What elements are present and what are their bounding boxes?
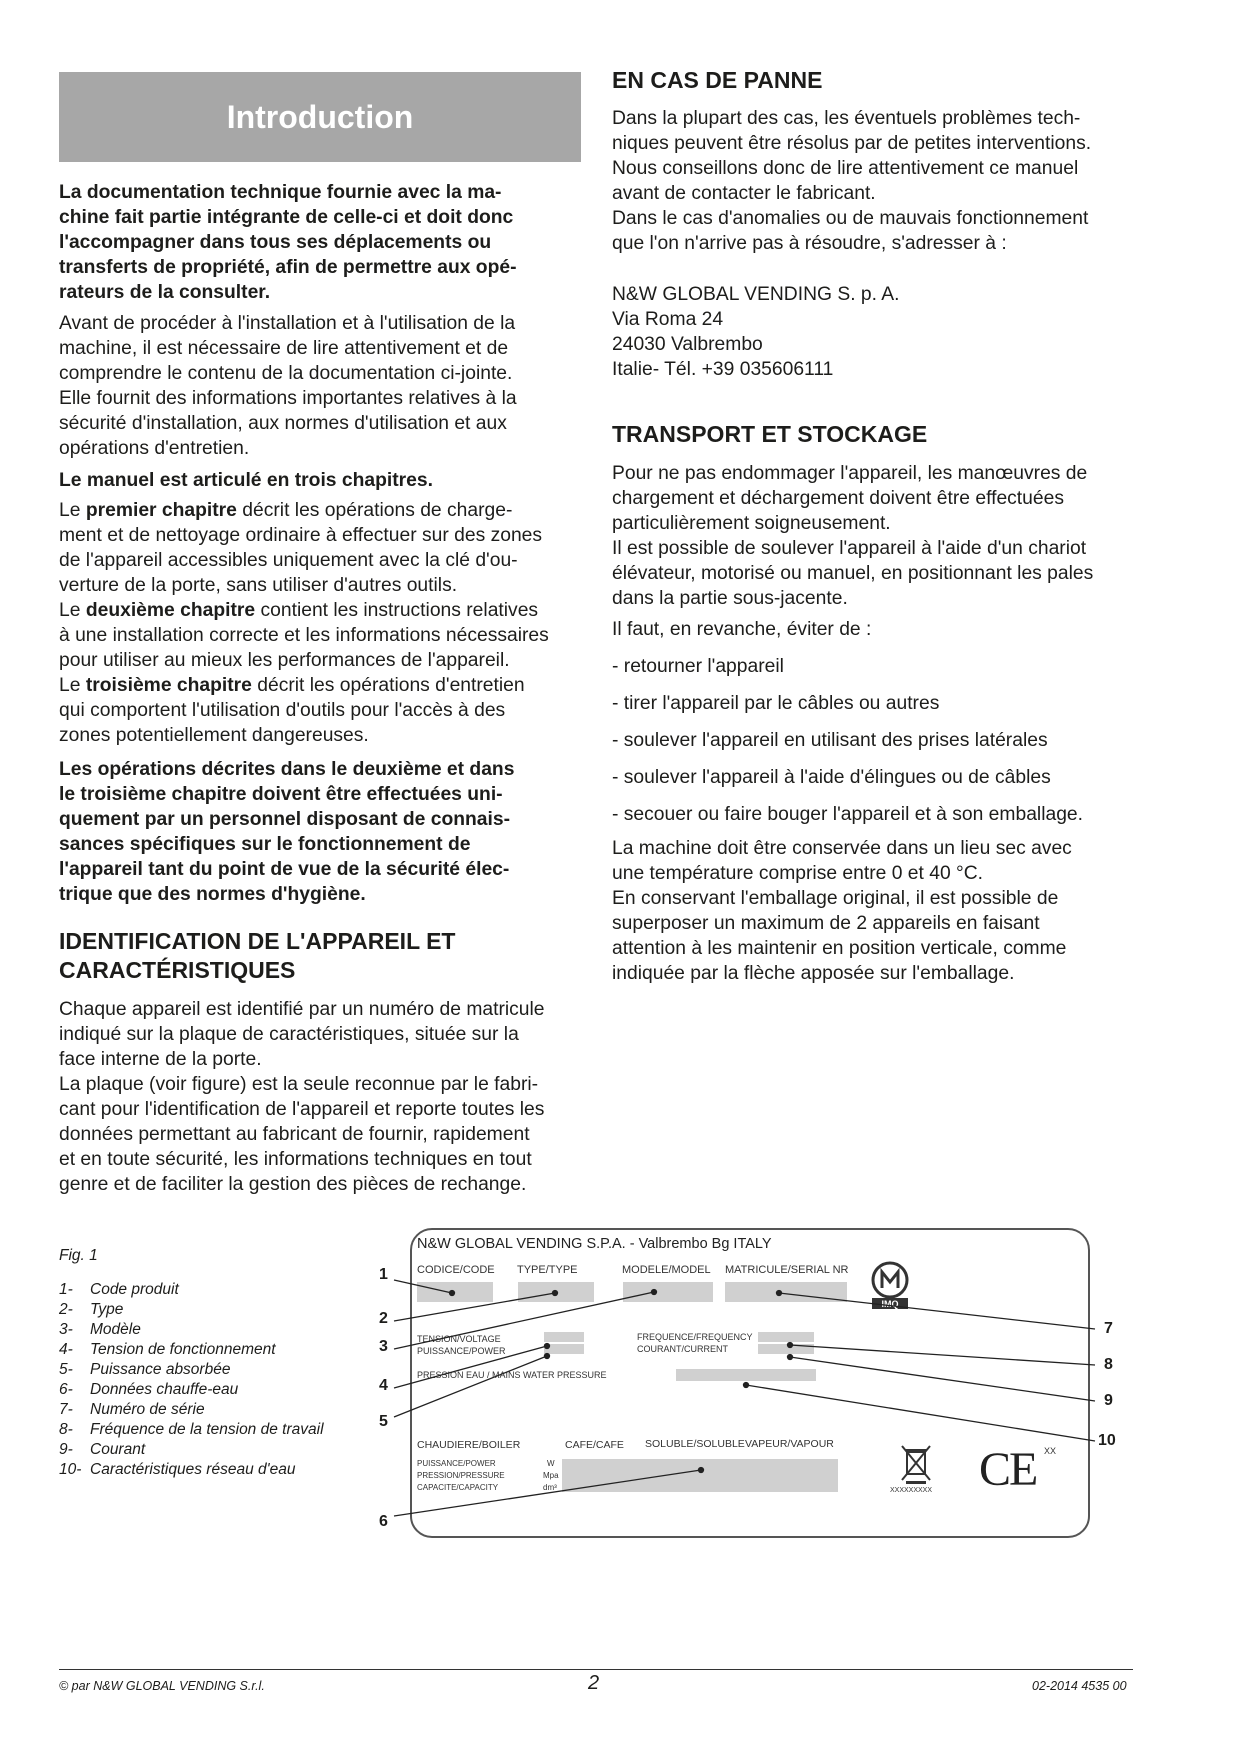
transport-paragraph-1: Pour ne pas endommager l'appareil, les manœuvres de chargement et déchargement doivent être effectuées particulièrement soigneusement. Il est possible de soulever l'appareil à l'aide d'un chariot élévateur, motorisé ou manuel, en positionnant les pales dans la partie sous-jacente.: [612, 463, 1094, 609]
plate-label-type: TYPE/TYPE: [517, 1264, 578, 1276]
plate-label-current: COURANT/CURRENT: [637, 1344, 728, 1354]
footer-divider: [59, 1669, 1133, 1670]
plate-label-model: MODELE/MODEL: [622, 1264, 711, 1276]
callout-5: 5: [379, 1413, 388, 1430]
weee-code: XXXXXXXXX: [890, 1487, 933, 1494]
plate-label-power: PUISSANCE/POWER: [417, 1346, 506, 1356]
list-item: - soulever l'appareil à l'aide d'élingues ou de câbles: [612, 767, 1051, 788]
figure-legend-item: 6- Données chauffe-eau: [59, 1381, 239, 1398]
figure-caption: Fig. 1: [59, 1247, 98, 1264]
intro-paragraph-1: La documentation technique fournie avec la ma- chine fait partie intégrante de celle-ci et doit donc l'accompagner dans tous ses déplacements ou transferts de propriété, afin de permettre aux opé- rateurs de la consulter.: [59, 182, 517, 303]
plate-label-vapour: VAPEUR/VAPOUR: [745, 1438, 834, 1450]
plate-label-soluble: SOLUBLE/SOLUBLE: [645, 1438, 745, 1450]
transport-paragraph-3: La machine doit être conservée dans un lieu sec avec une température comprise entre 0 et 40 °C. En conservant l'emballage original, il est possible de superposer un maximum de 2 appareils en faisant attention à les maintenir en position verticale, comme indiquée par la flèche apposée sur l'emballage.: [612, 838, 1072, 984]
ce-year: XX: [1044, 1446, 1057, 1456]
callout-10: 10: [1098, 1432, 1116, 1449]
plate-label-serial: MATRICULE/SERIAL NR: [725, 1264, 849, 1276]
identification-paragraph: Chaque appareil est identifié par un numéro de matricule indiqué sur la plaque de caractéristiques, située sur la face interne de la porte. La plaque (voir figure) est la seule reconnue par le fabri- cant pour l'identification de l'appareil et reporte toutes les données permettant au fabricant de fournir, rapidement et en toute sécurité, les informations techniques en tout genre et de faciliter la gestion des pièces de rechange.: [59, 999, 545, 1195]
figure-legend-item: 5- Puissance absorbée: [59, 1361, 231, 1378]
section-title-identification: IDENTIFICATION DE L'APPAREIL ET CARACTÉRISTIQUES: [59, 928, 456, 983]
callout-3: 3: [379, 1338, 388, 1355]
figure-legend-item: 10- Caractéristiques réseau d'eau: [59, 1461, 296, 1478]
list-item: - tirer l'appareil par le câbles ou autres: [612, 693, 940, 714]
svg-text:IMQ: IMQ: [881, 1299, 899, 1309]
list-item: - secouer ou faire bouger l'appareil et à son emballage.: [612, 804, 1084, 825]
intro-paragraph-3: Le manuel est articulé en trois chapitres.: [59, 470, 433, 491]
figure-legend-item: 4- Tension de fonctionnement: [59, 1341, 276, 1358]
plate-label-boiler-pressure: PRESSION/PRESSURE: [417, 1471, 505, 1480]
ce-mark: CE: [979, 1443, 1037, 1496]
section-title-panne: EN CAS DE PANNE: [612, 67, 823, 93]
list-item: - retourner l'appareil: [612, 656, 784, 677]
intro-paragraph-2: Avant de procéder à l'installation et à l'utilisation de la machine, il est nécessaire de lire attentivement et de comprendre le contenu de la documentation ci-jointe. Elle fournit des informations importantes relatives à la sécurité d'installation, aux normes d'utilisation et aux opérations d'entretien.: [59, 313, 517, 459]
callout-4: 4: [379, 1377, 388, 1394]
plate-label-boiler-power: PUISSANCE/POWER: [417, 1459, 496, 1468]
plate-label-boiler: CHAUDIERE/BOILER: [417, 1439, 521, 1451]
transport-paragraph-2: Il faut, en revanche, éviter de :: [612, 619, 872, 640]
plate-unit-dm: dm³: [543, 1483, 557, 1492]
plate-label-pressure: PRESSION EAU / MAINS WATER PRESSURE: [417, 1370, 607, 1380]
figure-legend-item: 3- Modèle: [59, 1321, 141, 1338]
page-number: 2: [588, 1672, 600, 1694]
figure-legend-item: 2- Type: [59, 1301, 124, 1318]
plate-label-tension: TENSION/VOLTAGE: [417, 1334, 501, 1344]
callout-2: 2: [379, 1310, 388, 1327]
plate-label-boiler-capacity: CAPACITE/CAPACITY: [417, 1483, 499, 1492]
callout-8: 8: [1104, 1356, 1113, 1373]
figure-legend-item: 1- Code produit: [59, 1281, 179, 1298]
plate-label-frequency: FREQUENCE/FREQUENCY: [637, 1332, 753, 1342]
plate-unit-w: W: [547, 1459, 555, 1468]
list-item: - soulever l'appareil en utilisant des prises latérales: [612, 730, 1048, 751]
section-title-introduction: Introduction: [59, 72, 581, 162]
callout-9: 9: [1104, 1392, 1113, 1409]
plate-unit-mpa: Mpa: [543, 1471, 559, 1480]
figure-legend-item: 7- Numéro de série: [59, 1401, 205, 1418]
plate-label-cafe: CAFE/CAFE: [565, 1439, 624, 1451]
footer-copyright: © par N&W GLOBAL VENDING S.r.l.: [59, 1679, 265, 1693]
section-title-transport: TRANSPORT ET STOCKAGE: [612, 421, 928, 447]
footer-document-code: 02-2014 4535 00: [1032, 1679, 1127, 1693]
manufacturer-address: N&W GLOBAL VENDING S. p. A. Via Roma 24 24030 Valbrembo Italie- Tél. +39 035606111: [612, 284, 900, 380]
figure-legend-item: 8- Fréquence de la tension de travail: [59, 1421, 324, 1438]
intro-paragraph-5: Les opérations décrites dans le deuxième et dans le troisième chapitre doivent être effectuées uni- quement par un personnel disposant de connais- sances spécifiques sur le fonctionnement de l'appareil tant du point de vue de la sécurité élec- trique que des normes d'hygiène.: [59, 759, 515, 905]
plate-label-code: CODICE/CODE: [417, 1264, 495, 1276]
panne-paragraph: Dans la plupart des cas, les éventuels problèmes tech- niques peuvent être résolus par de petites interventions. Nous conseillons donc de lire attentivement ce manuel avant de contacter le fabricant. Dans le cas d'anomalies ou de mauvais fonctionnement que l'on n'arrive pas à résoudre, s'adresser à :: [612, 108, 1092, 254]
figure-legend-item: 9- Courant: [59, 1441, 146, 1458]
callout-1: 1: [379, 1266, 388, 1283]
intro-paragraph-4: Le premier chapitre décrit les opérations de charge- ment et de nettoyage ordinaire à effectuer sur des zones de l'appareil accessibles uniquement avec la clé d'ou- verture de la porte, sans utiliser d'autres outils. Le deuxième chapitre contient les instructions relatives à une installation correcte et les informations nécessaires pour utiliser au mieux les performances de l'appareil. Le troisième chapitre décrit les opérations d'entretien qui comportent l'utilisation d'outils pour l'accès à des zones potentiellement dangereuses.: [59, 500, 549, 746]
callout-6: 6: [379, 1513, 388, 1530]
plate-header: N&W GLOBAL VENDING S.P.A. - Valbrembo Bg ITALY: [417, 1236, 772, 1252]
callout-7: 7: [1104, 1320, 1113, 1337]
